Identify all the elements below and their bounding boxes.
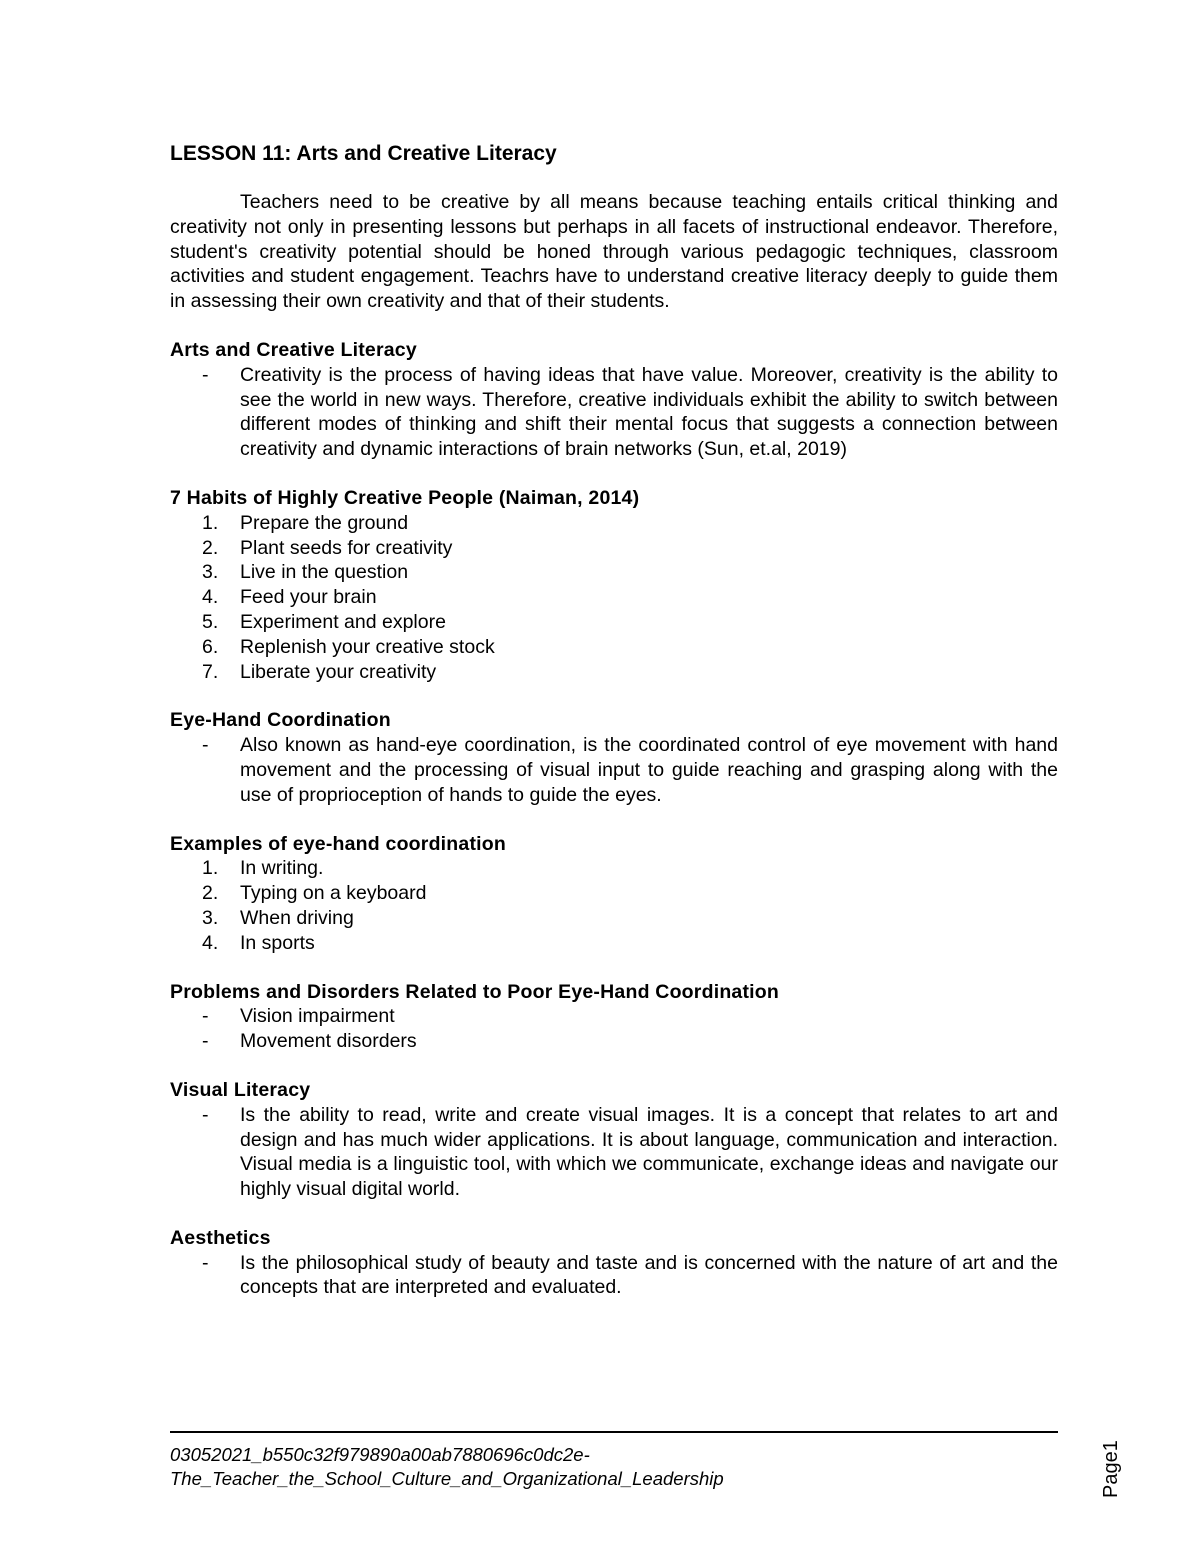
list-item [170, 610, 1058, 635]
section [170, 1078, 1058, 1202]
section [170, 708, 1058, 807]
list-marker: - [202, 1030, 209, 1053]
section [170, 1226, 1058, 1300]
footer-filename [170, 1443, 870, 1491]
list-item-text: In sports [240, 931, 315, 954]
section-list [170, 1251, 1058, 1301]
section [170, 486, 1058, 684]
list-item-text: In writing. [240, 857, 324, 880]
list-marker: 3. [202, 561, 219, 584]
section-list [170, 511, 1058, 685]
list-item [170, 511, 1058, 536]
list-marker: - [202, 1005, 209, 1028]
list-item [170, 363, 1058, 462]
section-list [170, 1004, 1058, 1054]
list-item-text: When driving [240, 906, 354, 929]
section-heading: Problems and Disorders Related to Poor Eye-Hand Coordination [170, 980, 780, 1003]
list-item-text: Typing on a keyboard [240, 882, 427, 905]
list-marker: 6. [202, 635, 219, 658]
list-item-text: Prepare the ground [240, 511, 409, 534]
section-heading: 7 Habits of Highly Creative People (Naiman, 2014) [170, 486, 640, 509]
lesson-title: LESSON 11: Arts and Creative Literacy [170, 142, 557, 165]
sections-container [170, 338, 1058, 1300]
list-item [170, 1004, 1058, 1029]
list-marker: 4. [202, 931, 219, 954]
section-heading: Arts and Creative Literacy [170, 338, 417, 361]
list-item [170, 856, 1058, 881]
list-marker: 1. [202, 857, 219, 880]
list-item [170, 560, 1058, 585]
list-item [170, 1103, 1058, 1202]
list-item-text: Creativity is the process of having ideas that have value. Moreover, creativity is the ability to see the world in new ways. Therefore, creative individuals exhibit the ability to switch between different modes of thinking and shift their mental focus that suggests a connection between creativity and dynamic interactions of brain networks (Sun, et.al, 2019) [240, 363, 1058, 461]
list-item-text: Experiment and explore [240, 610, 446, 633]
list-item-text: Is the ability to read, write and create visual images. It is a concept that relates to art and design and has much wider applications. It is about language, communication and interaction. Visual media is a linguistic tool, with which we communicate, exchange ideas and navigate our highly visual digital world. [240, 1103, 1058, 1201]
list-item [170, 585, 1058, 610]
section [170, 832, 1058, 956]
list-marker: 2. [202, 536, 219, 559]
list-item-text: Vision impairment [240, 1005, 395, 1028]
list-item-text: Replenish your creative stock [240, 635, 495, 658]
list-item [170, 931, 1058, 956]
list-marker: - [202, 734, 209, 757]
list-item-text: Liberate your creativity [240, 660, 437, 683]
list-item [170, 660, 1058, 685]
section [170, 980, 1058, 1054]
list-item-text: Also known as hand-eye coordination, is the coordinated control of eye movement with hand movement and the processing of visual input to guide reaching and grasping along with the use of proprioception of hands to guide the eyes. [240, 734, 1058, 806]
list-marker: - [202, 1103, 209, 1126]
section-heading: Visual Literacy [170, 1078, 311, 1101]
list-item [170, 1251, 1058, 1301]
section-list [170, 856, 1058, 955]
footer-line-2: The_Teacher_the_School_Culture_and_Organizational_Leadership [170, 1468, 724, 1489]
footer-divider [170, 1431, 1058, 1433]
list-marker: 2. [202, 882, 219, 905]
list-item-text: Movement disorders [240, 1030, 417, 1053]
list-marker: 4. [202, 586, 219, 609]
document-body [170, 140, 1058, 1324]
list-marker: 1. [202, 511, 219, 534]
list-item-text: Live in the question [240, 561, 409, 584]
list-item-text: Is the philosophical study of beauty and taste and is concerned with the nature of art and the concepts that are interpreted and evaluated. [240, 1251, 1058, 1299]
list-marker: - [202, 363, 209, 386]
list-item [170, 881, 1058, 906]
list-item [170, 1029, 1058, 1054]
intro-paragraph: Teachers need to be creative by all means because teaching entails critical thinking and creativity not only in presenting lessons but perhaps in all facets of instructional endeavor. Therefore, student's creativity potential should be honed through various pedagogic techniques, classroom activities and student engagement. Teachrs have to understand creative literacy deeply to guide them in assessing their own creativity and that of their students. [170, 191, 1058, 313]
list-item-text: Feed your brain [240, 586, 377, 609]
list-marker: 3. [202, 906, 219, 929]
section-heading: Aesthetics [170, 1226, 271, 1249]
footer-line-1: 03052021_b550c32f979890a00ab7880696c0dc2e- [170, 1444, 590, 1465]
list-item-text: Plant seeds for creativity [240, 536, 453, 559]
list-marker: - [202, 1251, 209, 1274]
section-list [170, 1103, 1058, 1202]
list-marker: 7. [202, 660, 219, 683]
section-list [170, 733, 1058, 807]
list-item [170, 635, 1058, 660]
list-item [170, 906, 1058, 931]
section-heading: Examples of eye-hand coordination [170, 832, 506, 855]
page-number-label: Page1 [1100, 1440, 1122, 1498]
list-marker: 5. [202, 610, 219, 633]
list-item [170, 536, 1058, 561]
section-heading: Eye-Hand Coordination [170, 709, 391, 732]
section [170, 338, 1058, 462]
section-list [170, 363, 1058, 462]
list-item [170, 733, 1058, 807]
